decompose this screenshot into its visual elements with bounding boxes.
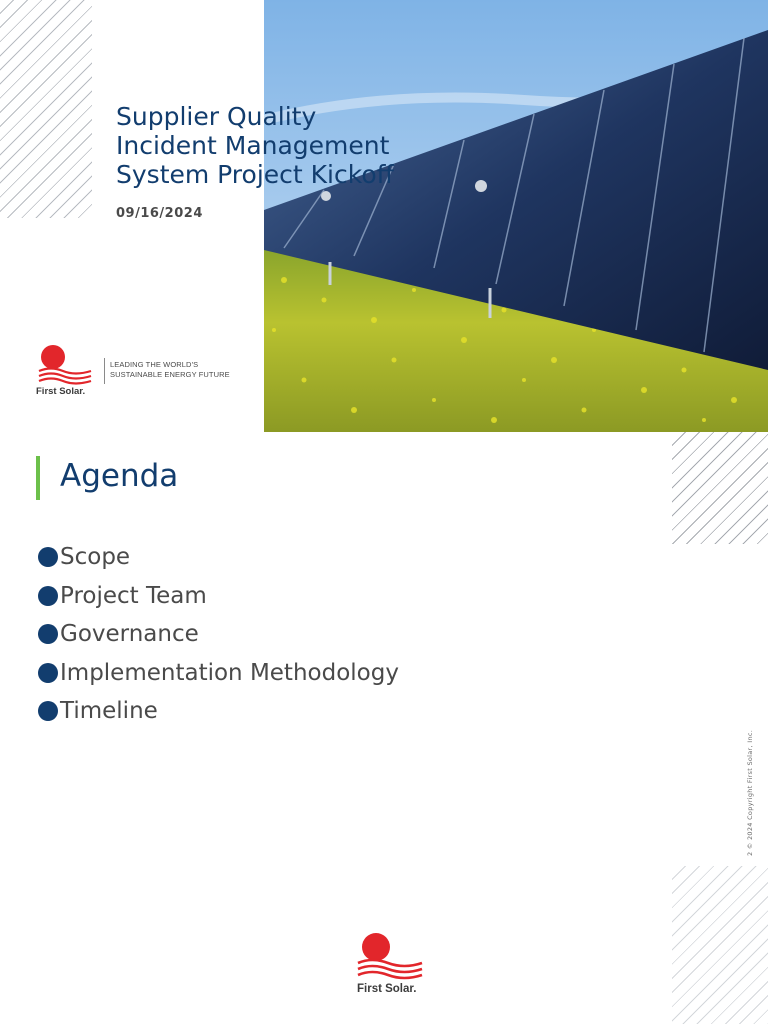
heading-accent-bar: [36, 456, 40, 500]
bullet-icon: [38, 663, 58, 683]
bullet-icon: [38, 547, 58, 567]
agenda-item-label: Scope: [60, 544, 131, 571]
list-item: [38, 654, 399, 693]
agenda-heading: Agenda: [60, 458, 179, 494]
tagline-line: SUSTAINABLE ENERGY FUTURE: [110, 370, 230, 379]
solar-panels-field-image: [264, 0, 768, 432]
page-title: [116, 102, 476, 189]
title-line: System Project Kickoff: [116, 160, 394, 189]
bullet-icon: [38, 586, 58, 606]
agenda-list: [38, 538, 399, 731]
company-brand-name: First Solar.: [36, 386, 86, 397]
agenda-item-label: Project Team: [60, 582, 207, 609]
company-brand-name: First Solar.: [357, 983, 417, 995]
presentation-date: 09/16/2024: [116, 206, 203, 221]
title-line: Incident Management: [116, 131, 390, 160]
decorative-hatch-bottom-right: [672, 866, 768, 1024]
copyright-text: 2 © 2024 Copyright First Solar, Inc.: [746, 729, 754, 856]
list-item: [38, 577, 399, 616]
list-item: [38, 692, 399, 731]
decorative-hatch-top-right: [672, 432, 768, 544]
agenda-slide: [0, 432, 768, 1024]
first-solar-logo-icon: [354, 932, 426, 982]
logo-divider: [104, 358, 105, 384]
title-line: Supplier Quality: [116, 102, 317, 131]
company-tagline: [110, 360, 260, 380]
agenda-item-label: Implementation Methodology: [60, 659, 399, 686]
bullet-icon: [38, 701, 58, 721]
agenda-item-label: Governance: [60, 621, 199, 648]
decorative-hatch-top-left: [0, 0, 92, 218]
tagline-line: LEADING THE WORLD'S: [110, 360, 199, 369]
list-item: [38, 538, 399, 577]
company-logo-bottom: [354, 932, 426, 1000]
list-item: [38, 615, 399, 654]
copyright-footer: [746, 716, 758, 856]
bullet-icon: [38, 624, 58, 644]
agenda-item-label: Timeline: [60, 698, 158, 725]
title-slide: [0, 0, 768, 432]
